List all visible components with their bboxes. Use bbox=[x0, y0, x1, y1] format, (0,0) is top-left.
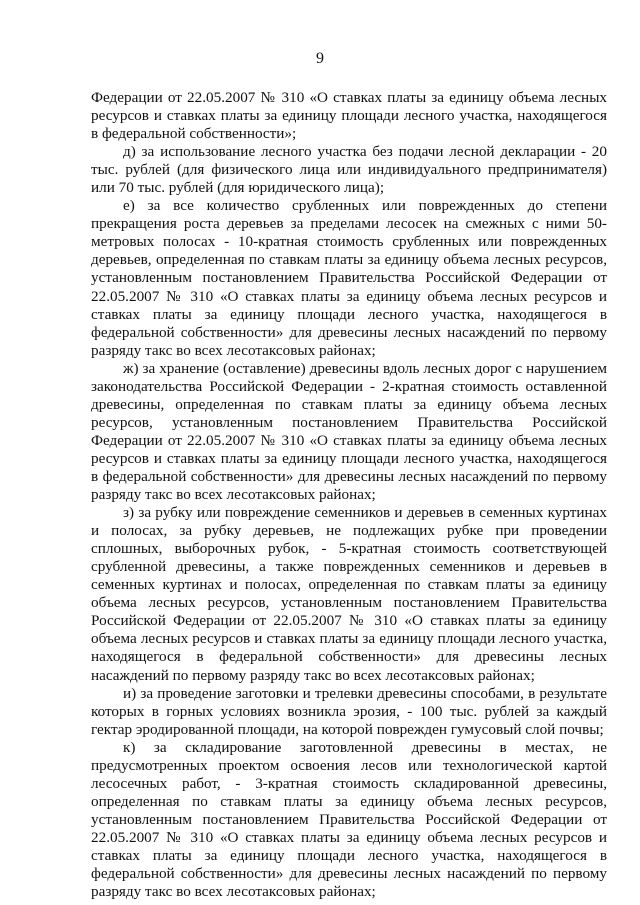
paragraph-item-zh: ж) за хранение (оставление) древесины вдоль лесных дорог с нарушением законодательства Российской Федерации - 2-кратная стоимость оставленной древесины, определенная по ставкам платы за единицу объема лесных ресурсов, установленным постановлением Правительства Российской Федерации от 22.05.2007 № 310 «О ставках платы за единицу объема лесных ресурсов и ставках платы за единицу площади лесного участка, находящегося в федеральной собственности» для древесины лесных насаждений по первому разряду такс во всех лесотаксовых районах; bbox=[91, 359, 607, 504]
paragraph-continuation: Федерации от 22.05.2007 № 310 «О ставках платы за единицу объема лесных ресурсов и ставках платы за единицу площади лесного участка, находящегося в федеральной собственности»; bbox=[91, 89, 607, 143]
page-number: 9 bbox=[316, 50, 324, 67]
paragraph-item-e: е) за все количество срубленных или поврежденных до степени прекращения роста деревьев за пределами лесосек на смежных с ними 50-метровых полосах - 10-кратная стоимость срубленных или поврежденных деревьев, определенная по ставкам платы за единицу объема лесных ресурсов, установленным постановлением Правительства Российской Федерации от 22.05.2007 № 310 «О ставках платы за единицу объема лесных ресурсов и ставках платы за единицу площади лесного участка, находящегося в федеральной собственности» для древесины лесных насаждений по первому разряду такс во всех лесотаксовых районах; bbox=[91, 197, 607, 359]
paragraph-item-i: и) за проведение заготовки и трелевки древесины способами, в результате которых в горных условиях возникла эрозия, - 100 тыс. рублей за каждый гектар эродированной площади, на которой поврежден гумусовый слой почвы; bbox=[91, 684, 607, 738]
paragraph-item-k: к) за складирование заготовленной древесины в местах, не предусмотренных проектом освоения лесов или технологической картой лесосечных работ, - 3-кратная стоимость складированной древесины, определенная по ставкам платы за единицу объема лесных ресурсов, установленным постановлением Правительства Российской Федерации от 22.05.2007 № 310 «О ставках платы за единицу объема лесных ресурсов и ставках платы за единицу площади лесного участка, находящегося в федеральной собственности» для древесины лесных насаждений по первому разряду такс во всех лесотаксовых районах; bbox=[91, 738, 607, 901]
paragraph-item-d: д) за использование лесного участка без подачи лесной декларации - 20 тыс. рублей (для физического лица или индивидуального предпринимателя) или 70 тыс. рублей (для юридического лица); bbox=[91, 143, 607, 197]
document-body bbox=[91, 89, 607, 901]
paragraph-item-z: з) за рубку или повреждение семенников и деревьев в семенных куртинах и полосах, за рубку деревьев, не подлежащих рубке при проведении сплошных, выборочных рубок, - 5-кратная стоимость соответствующей срубленной древесины, а также поврежденных семенников и деревьев в семенных куртинах и полосах, определенная по ставкам платы за единицу объема лесных ресурсов, установленным постановлением Правительства Российской Федерации от 22.05.2007 № 310 «О ставках платы за единицу объема лесных ресурсов и ставках платы за единицу площади лесного участка, находящегося в федеральной собственности» для древесины лесных насаждений по первому разряду такс во всех лесотаксовых районах; bbox=[91, 504, 607, 684]
